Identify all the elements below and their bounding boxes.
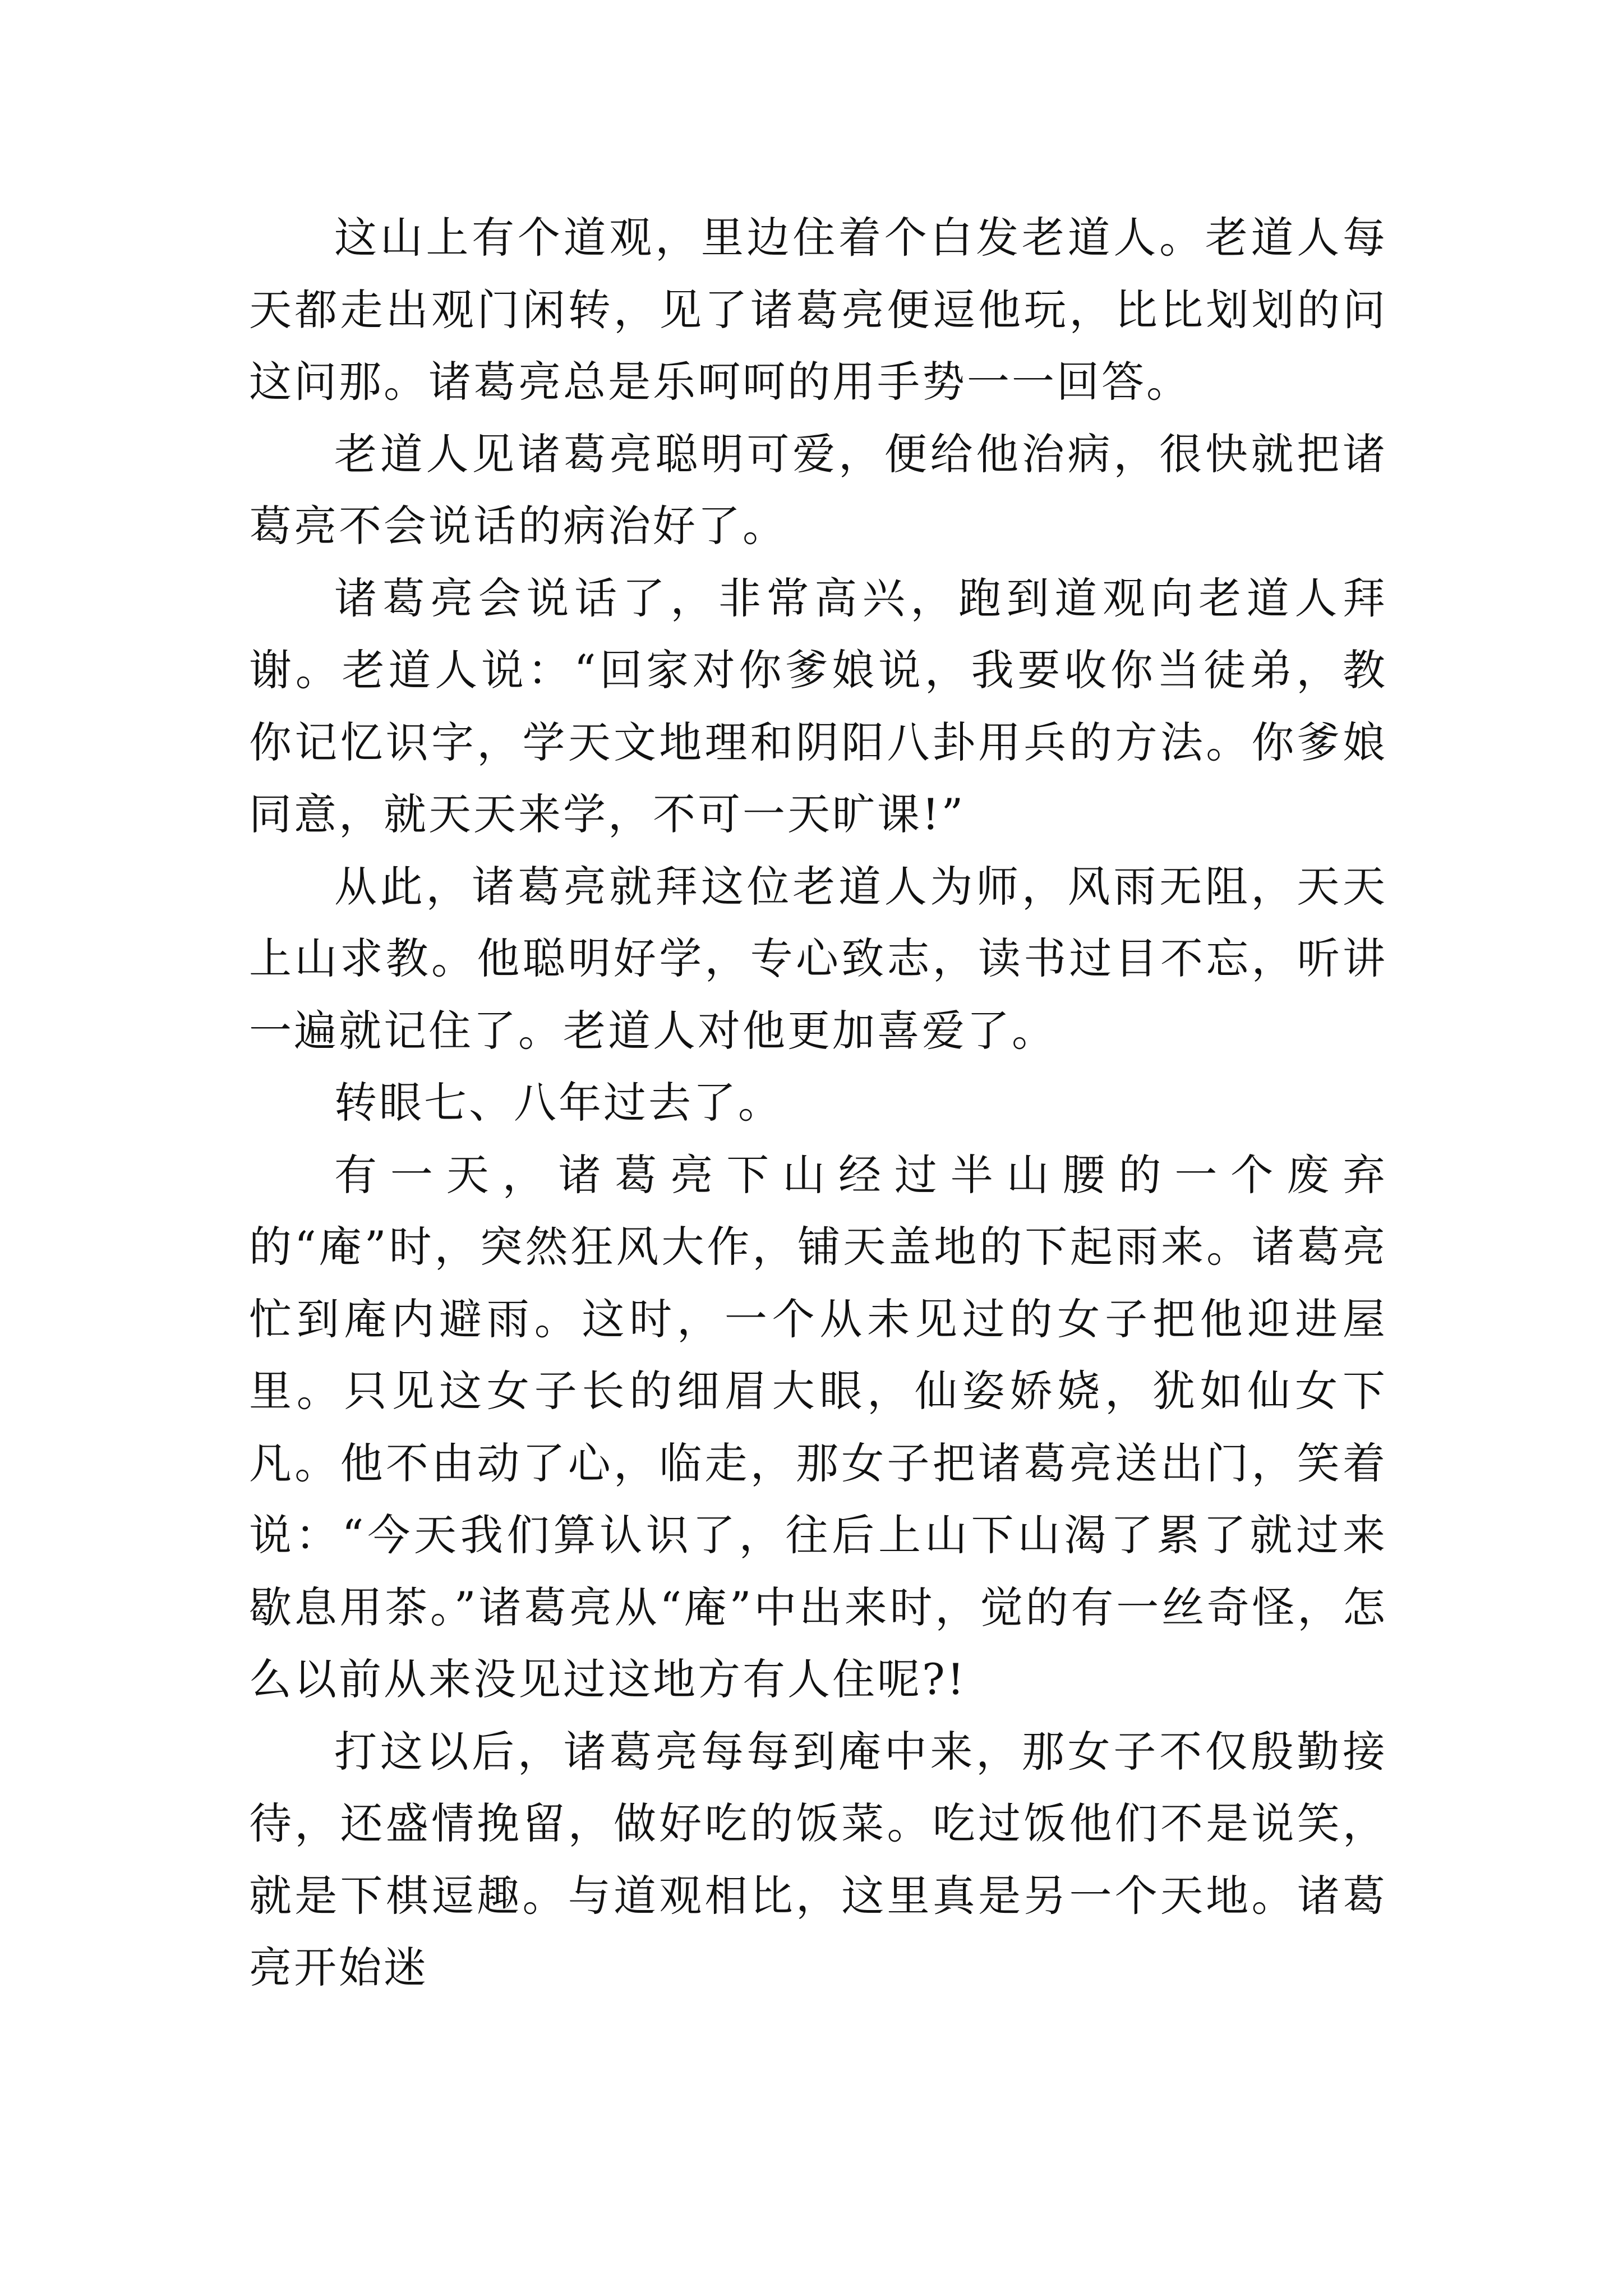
paragraph: 从此，诸葛亮就拜这位老道人为师，风雨无阻，天天上山求教。他聪明好学，专心致志，读书过目不忘，听讲一遍就记住了。老道人对他更加喜爱了。 [249, 861, 1387, 1056]
paragraph: 这山上有个道观，里边住着个白发老道人。老道人每天都走出观门闲转，见了诸葛亮便逗他玩，比比划划的问这问那。诸葛亮总是乐呵呵的用手势一一回答。 [249, 213, 1387, 407]
paragraph: 打这以后，诸葛亮每每到庵中来，那女子不仅殷勤接待，还盛情挽留，做好吃的饭菜。吃过饭他们不是说笑，就是下棋逗趣。与道观相比，这里真是另一个天地。诸葛亮开始迷 [249, 1726, 1387, 1993]
paragraph: 转眼七、八年过去了。 [334, 1078, 783, 1128]
body-text [249, 202, 1387, 2004]
paragraph: 诸葛亮会说话了，非常高兴，跑到道观向老道人拜谢。老道人说：“回家对你爹娘说，我要收你当徒弟，教你记忆识字，学天文地理和阴阳八卦用兵的方法。你爹娘同意，就天天来学，不可一天旷课!” [249, 573, 1387, 839]
paragraph: 有一天，诸葛亮下山经过半山腰的一个废弃的“庵”时，突然狂风大作，铺天盖地的下起雨来。诸葛亮忙到庵内避雨。这时，一个从未见过的女子把他迎进屋里。只见这女子长的细眉大眼，仙姿娇娆，犹如仙女下凡。他不由动了心，临走，那女子把诸葛亮送出门，笑着说：“今天我们算认识了，往后上山下山渴了累了就过来歇息用茶。”诸葛亮从“庵”中出来时，觉的有一丝奇怪，怎么以前从来没见过这地方有人住呢?! [249, 1149, 1387, 1704]
paragraph: 老道人见诸葛亮聪明可爱，便给他治病，很快就把诸葛亮不会说话的病治好了。 [249, 429, 1387, 551]
